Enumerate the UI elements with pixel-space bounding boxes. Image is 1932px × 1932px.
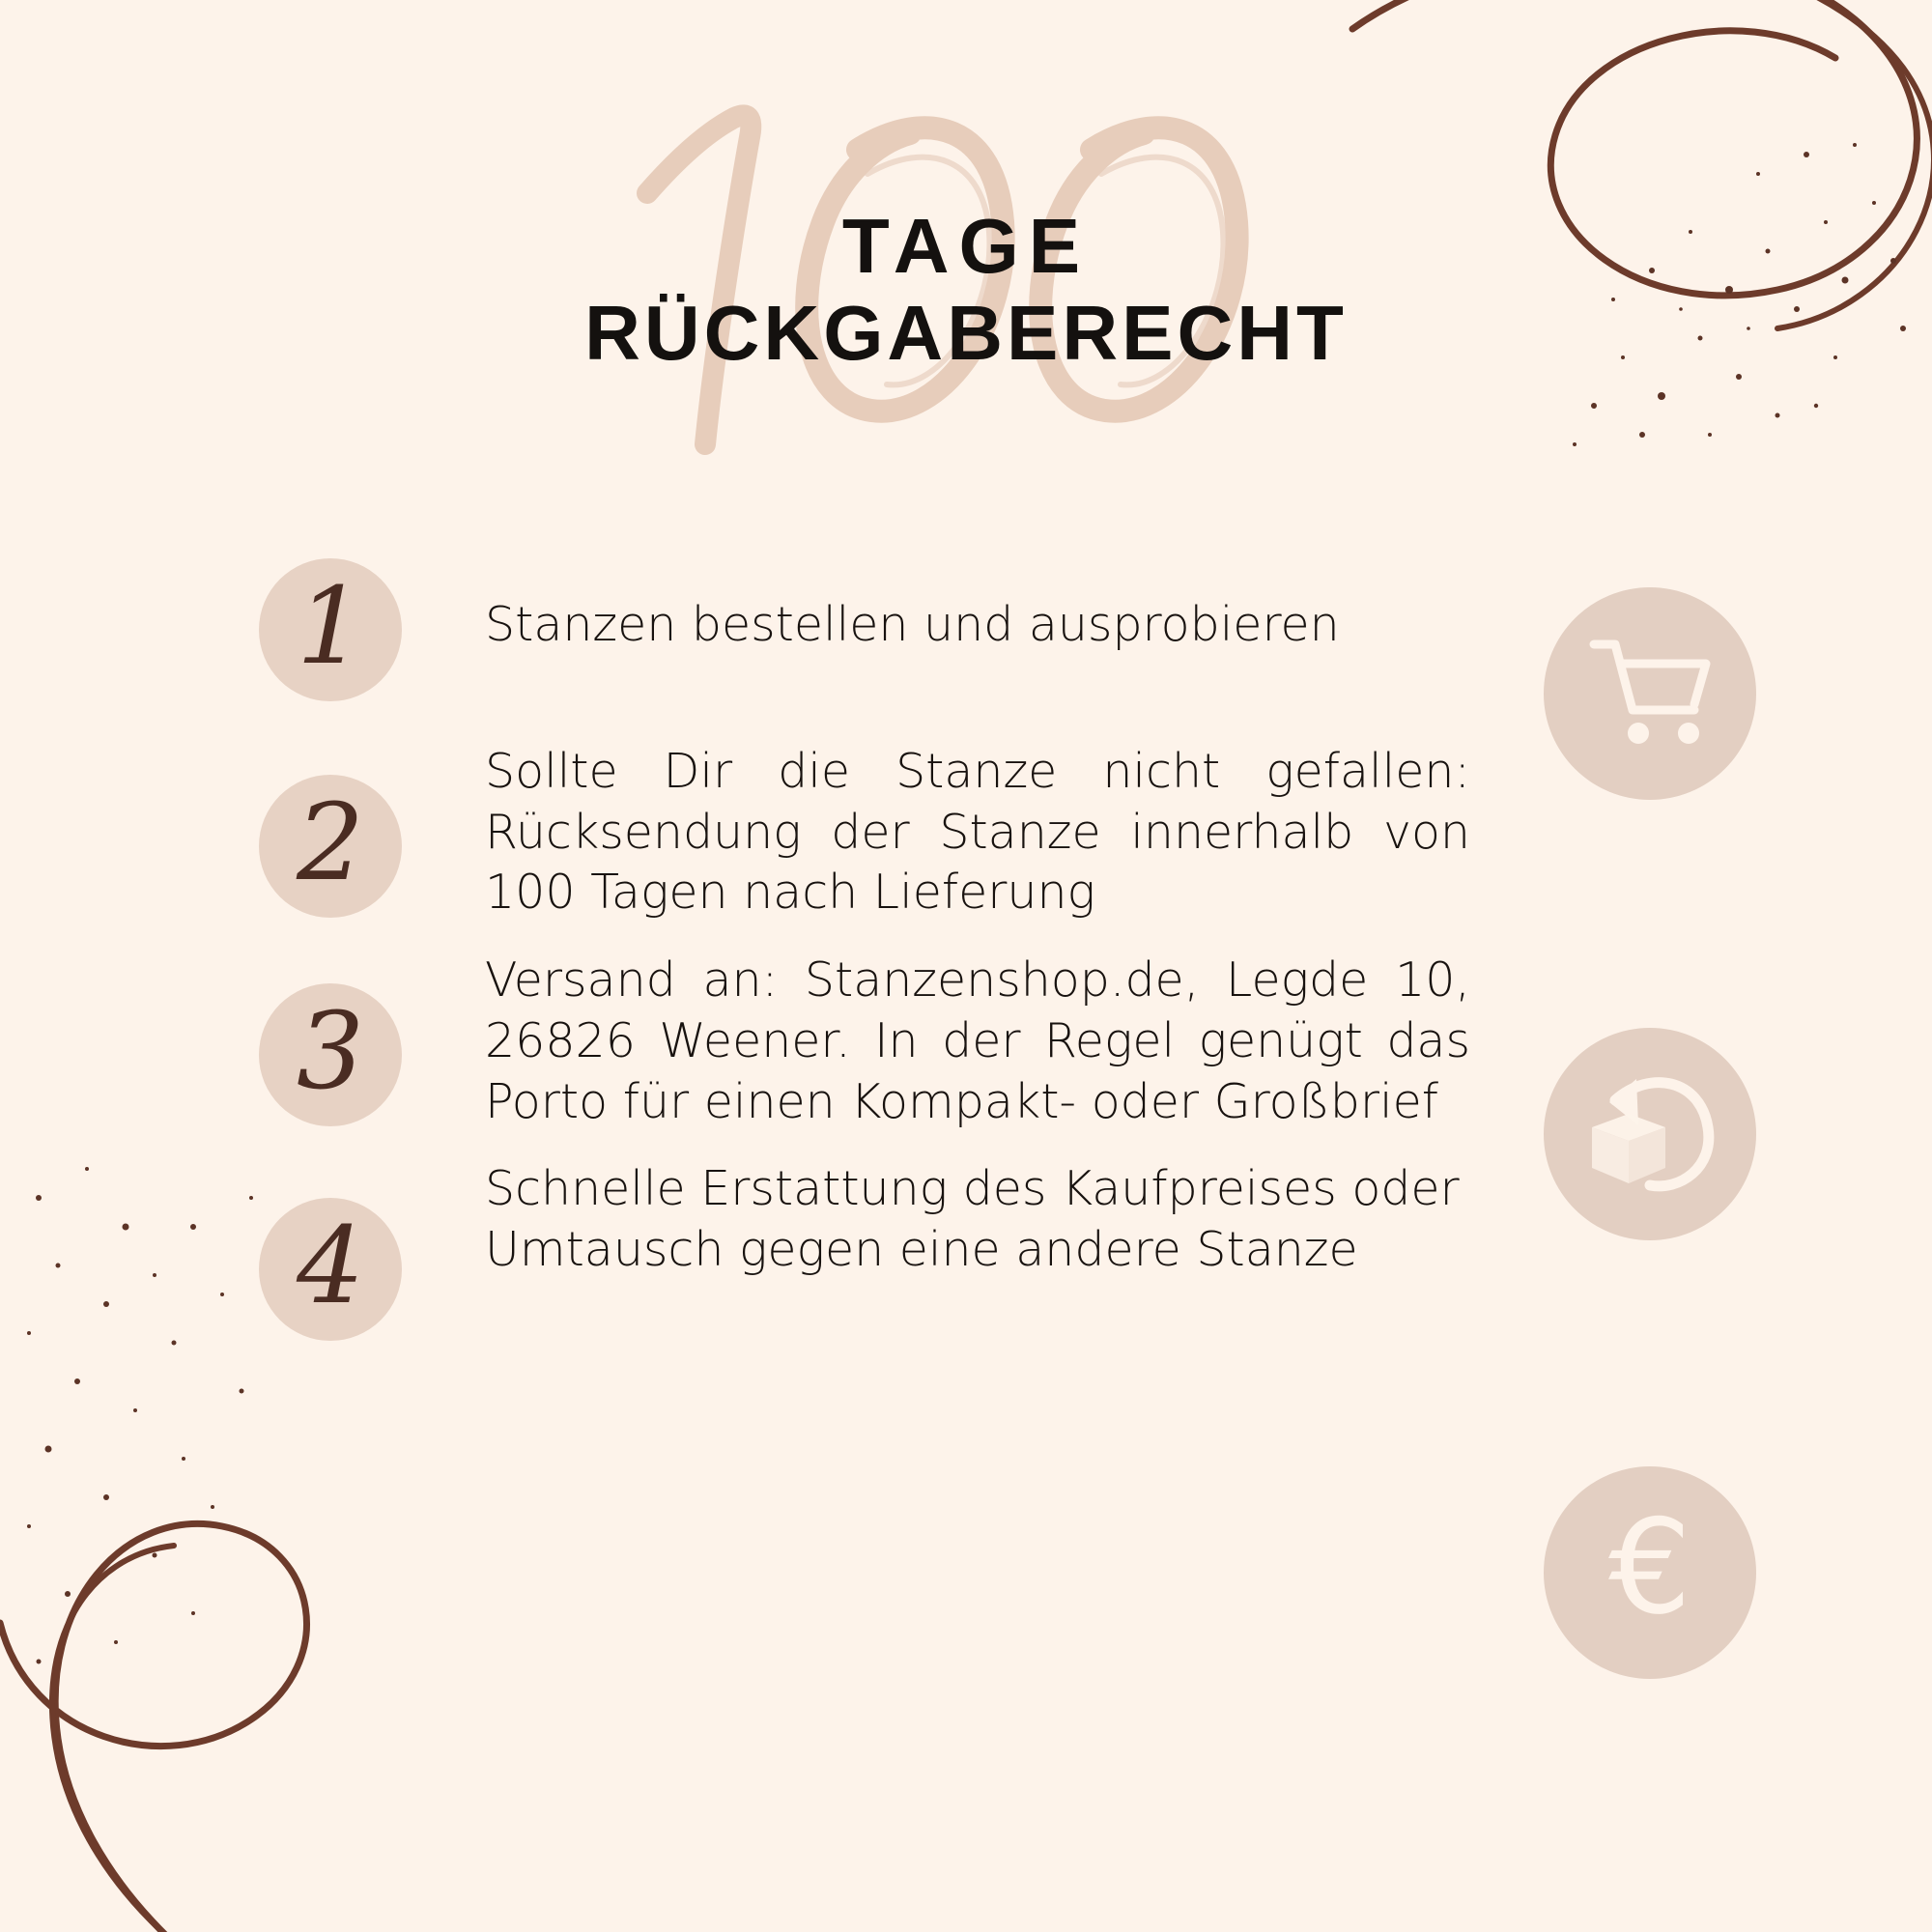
package-return-icon	[1582, 1071, 1718, 1197]
step-number-badge	[259, 558, 402, 701]
step-number: 4	[297, 1204, 364, 1328]
shopping-cart-icon	[1586, 635, 1714, 753]
package-return-icon-circle	[1544, 1028, 1756, 1240]
step-number-badge	[259, 983, 402, 1126]
step-number-badge	[259, 1198, 402, 1341]
step-description: Stanzen bestellen und ausprobieren	[485, 597, 1340, 652]
step-number-badge	[259, 775, 402, 918]
step-description: Schnelle Erstattung des Kaufpreises oder Umtausch gegen eine andere Stanze	[485, 1161, 1460, 1278]
euro-icon: €	[1608, 1491, 1691, 1643]
step-description: Sollte Dir die Stanze nicht gefallen: Rücksendung der Stanze innerhalb von 100 Tagen nach Lieferung	[485, 744, 1470, 921]
decorative-swirl-bottom-left	[0, 1372, 435, 1932]
step-number: 2	[297, 781, 364, 904]
step-description: Versand an: Stanzenshop.de, Legde 10, 26826 Weener. In der Regel genügt das Porto für einen Kompakt- oder Großbrief	[485, 952, 1470, 1129]
euro-icon-circle	[1544, 1466, 1756, 1679]
step-number: 3	[297, 989, 364, 1114]
headline-line-2: RÜCKGABERECHT	[584, 289, 1348, 376]
headline-block	[0, 58, 1932, 512]
page-title	[0, 58, 1932, 376]
headline-line-1: TAGE	[841, 203, 1091, 289]
shopping-cart-icon-circle	[1544, 587, 1756, 800]
step-number: 1	[297, 564, 364, 688]
